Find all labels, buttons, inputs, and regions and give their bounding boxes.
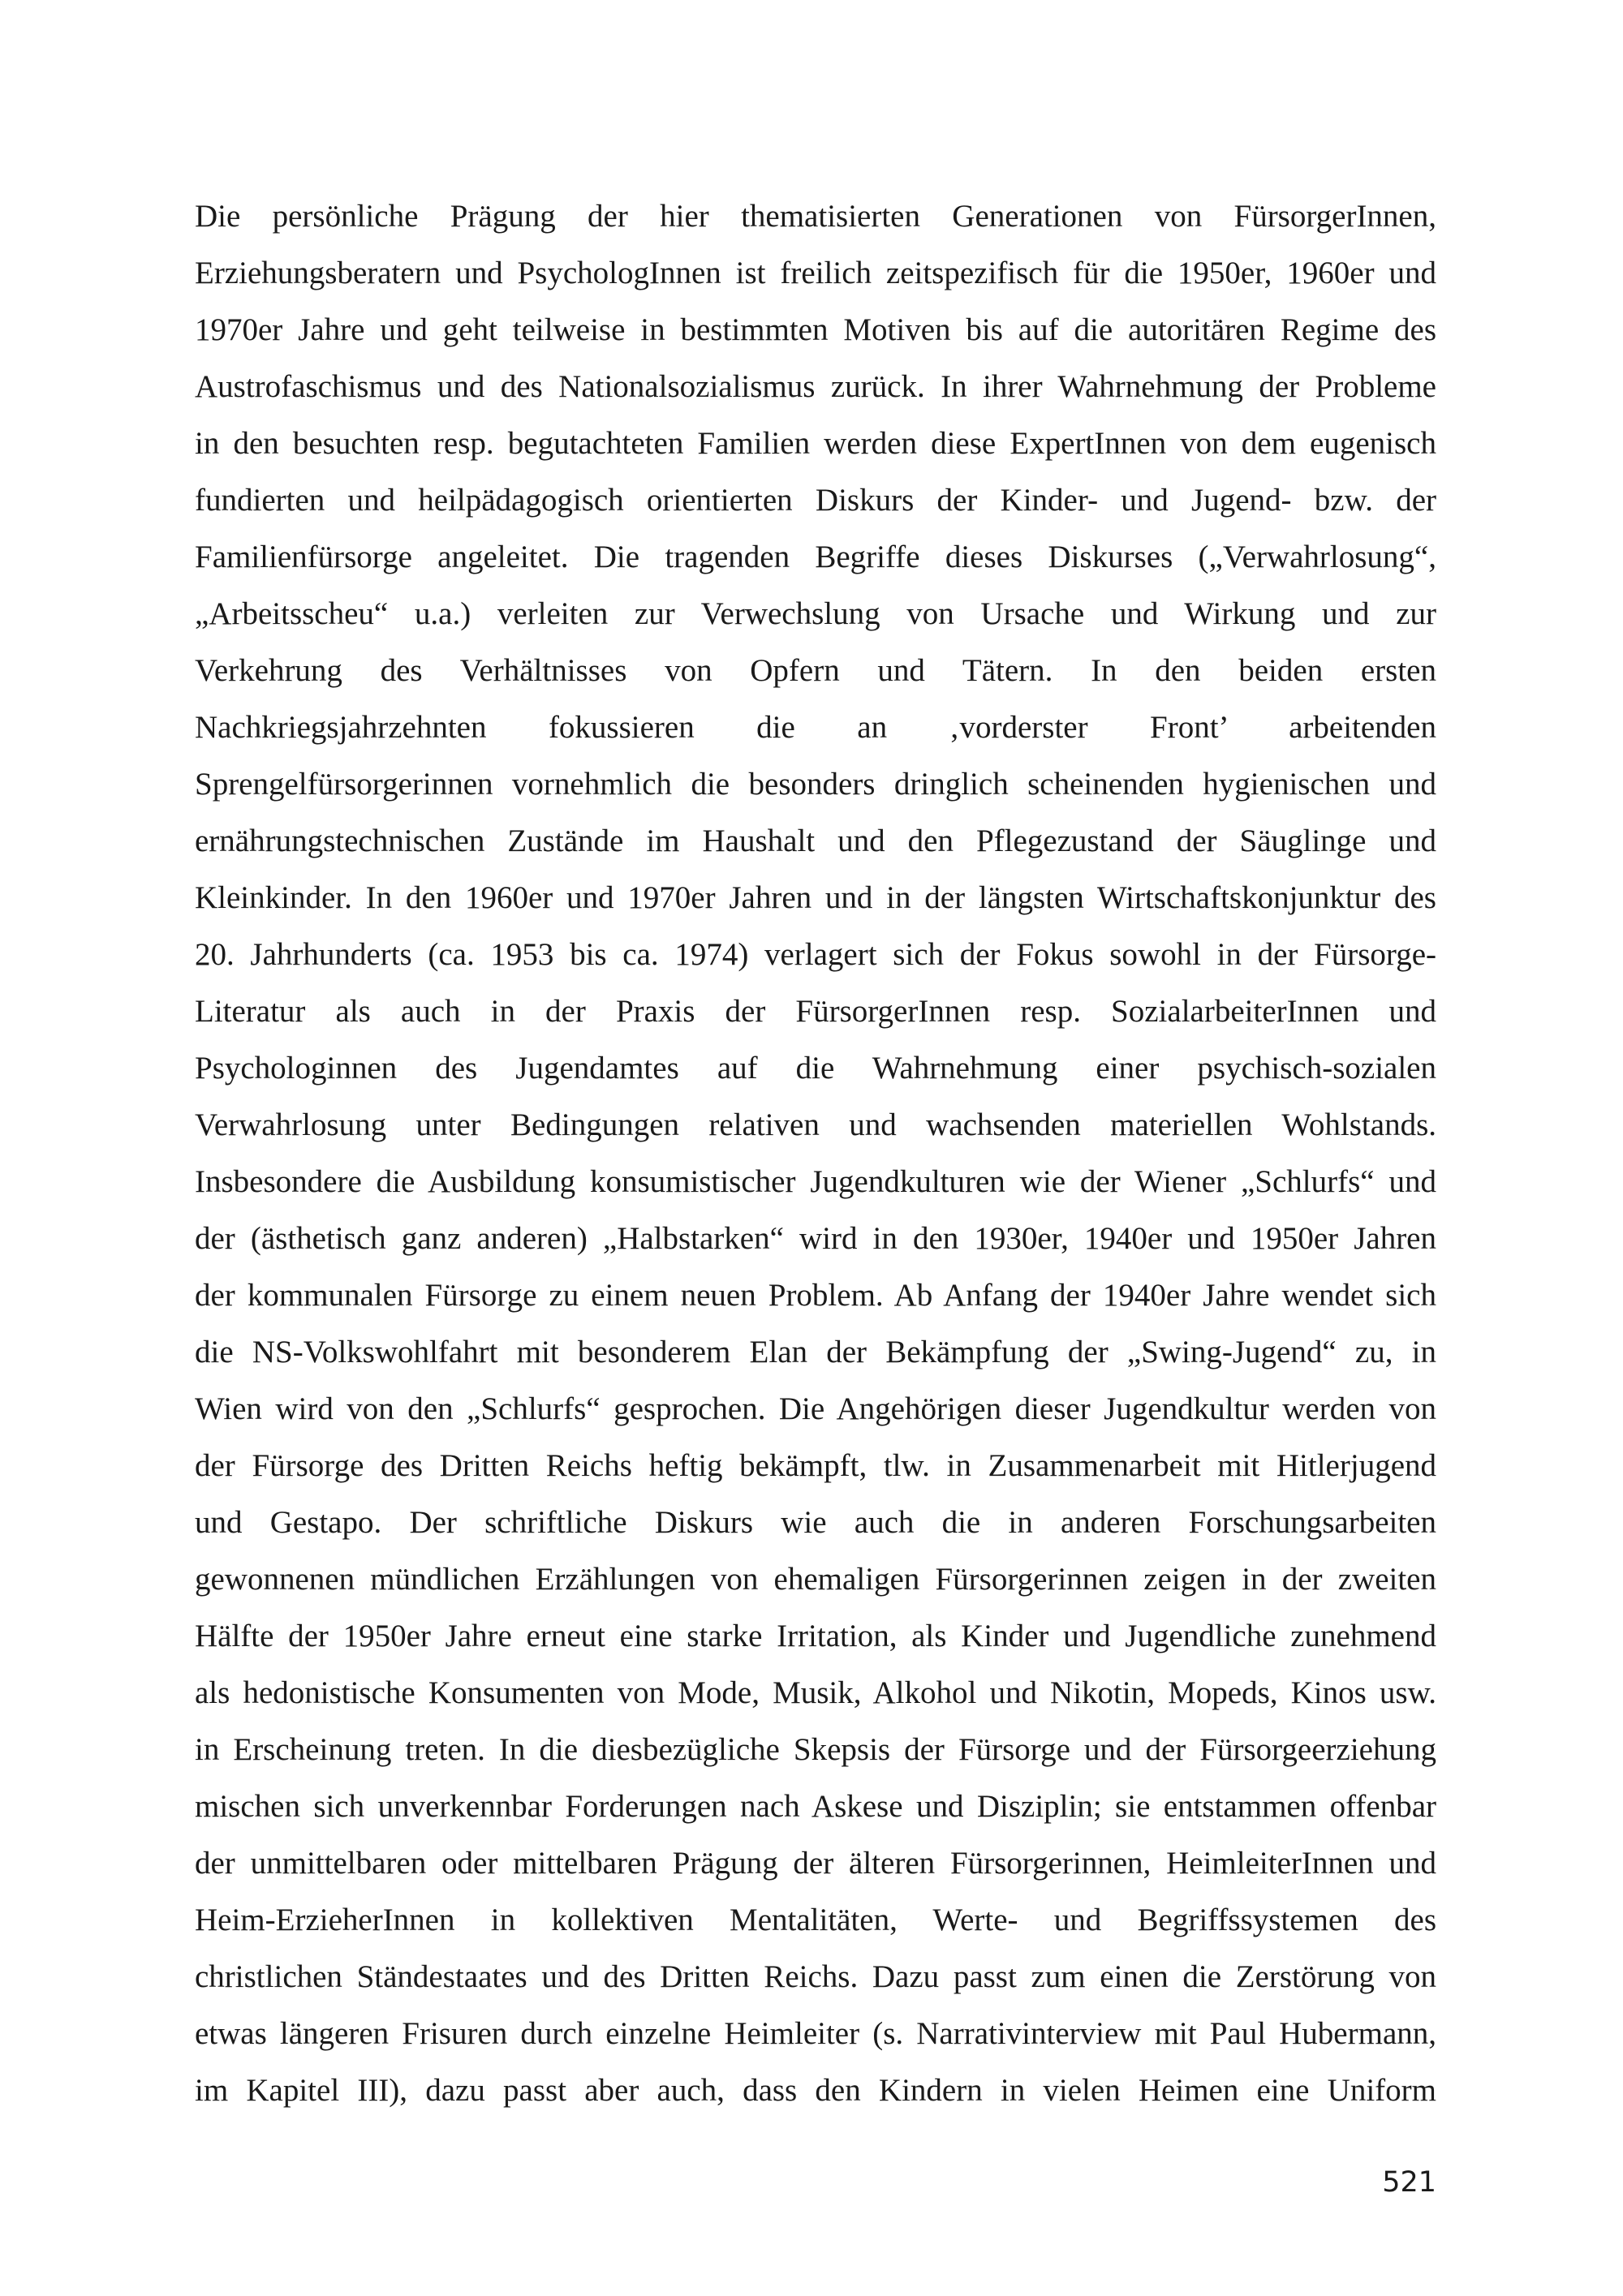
text-line: Wien wird von den „Schlurfs“ gesprochen. Die Angehörigen dieser Jugendkultur werden von [195,1391,1436,1426]
text-line: Familienfürsorge angeleitet. Die tragenden Begriffe dieses Diskurses („Verwahrlosung“, [195,540,1436,574]
text-line: die NS-Volkswohlfahrt mit besonderem Elan der Bekämpfung der „Swing-Jugend“ zu, in [195,1335,1436,1369]
text-line: Nachkriegsjahrzehnten fokussieren die an ‚vorderster Front’ arbeitenden [195,710,1436,745]
text-line: ernährungstechnischen Zustände im Haushalt und den Pflegezustand der Säuglinge und [195,823,1436,858]
text-line: christlichen Ständestaates und des Dritten Reichs. Dazu passt zum einen die Zerstörung von [195,1959,1436,1994]
text-line: Psychologinnen des Jugendamtes auf die Wahrnehmung einer psychisch-sozialen [195,1051,1436,1086]
text-line: Verkehrung des Verhältnisses von Opfern und Tätern. In den beiden ersten [195,653,1436,688]
text-line: Insbesondere die Ausbildung konsumistischer Jugendkulturen wie der Wiener „Schlurfs“ und [195,1164,1436,1199]
text-line: 1970er Jahre und geht teilweise in bestimmten Motiven bis auf die autoritären Regime des [195,312,1436,347]
text-line: Erziehungsberatern und PsychologInnen ist freilich zeitspezifisch für die 1950er, 1960er und [195,256,1436,290]
text-line: gewonnenen mündlichen Erzählungen von ehemaligen Fürsorgerinnen zeigen in der zweiten [195,1562,1436,1597]
text-line: Sprengelfürsorgerinnen vornehmlich die besonders dringlich scheinenden hygienischen und [195,767,1436,802]
text-line: 20. Jahrhunderts (ca. 1953 bis ca. 1974) verlagert sich der Fokus sowohl in der Fürsorge- [195,937,1436,972]
text-line: der unmittelbaren oder mittelbaren Prägung der älteren Fürsorgerinnen, HeimleiterInnen und [195,1846,1436,1881]
text-line: und Gestapo. Der schriftliche Diskurs wie auch die in anderen Forschungsarbeiten [195,1505,1436,1540]
text-line: Hälfte der 1950er Jahre erneut eine starke Irritation, als Kinder und Jugendliche zunehmend [195,1619,1436,1653]
text-line: der (ästhetisch ganz anderen) „Halbstarken“ wird in den 1930er, 1940er und 1950er Jahren [195,1221,1436,1256]
text-line: „Arbeitsscheu“ u.a.) verleiten zur Verwechslung von Ursache und Wirkung und zur [195,596,1436,631]
text-line: als hedonistische Konsumenten von Mode, Musik, Alkohol und Nikotin, Mopeds, Kinos usw. [195,1675,1436,1710]
text-line: im Kapitel III), dazu passt aber auch, dass den Kindern in vielen Heimen eine Uniform [195,2073,1436,2108]
text-line: Literatur als auch in der Praxis der FürsorgerInnen resp. SozialarbeiterInnen und [195,994,1436,1029]
text-line: in den besuchten resp. begutachteten Familien werden diese ExpertInnen von dem eugenisch [195,426,1436,461]
text-line: mischen sich unverkennbar Forderungen nach Askese und Disziplin; sie entstammen offenbar [195,1789,1436,1824]
body-paragraph [195,188,1436,2119]
text-line: fundierten und heilpädagogisch orientierten Diskurs der Kinder- und Jugend- bzw. der [195,483,1436,518]
text-line: Heim-ErzieherInnen in kollektiven Mentalitäten, Werte- und Begriffssystemen des [195,1903,1436,1937]
text-line: der kommunalen Fürsorge zu einem neuen Problem. Ab Anfang der 1940er Jahre wendet sich [195,1278,1436,1313]
text-line: der Fürsorge des Dritten Reichs heftig bekämpft, tlw. in Zusammenarbeit mit Hitlerjugend [195,1448,1436,1483]
text-line: etwas längeren Frisuren durch einzelne Heimleiter (s. Narrativinterview mit Paul Hubermann, [195,2016,1436,2051]
text-line: in Erscheinung treten. In die diesbezügliche Skepsis der Fürsorge und der Fürsorgeerziehung [195,1732,1436,1767]
text-line: Kleinkinder. In den 1960er und 1970er Jahren und in der längsten Wirtschaftskonjunktur des [195,880,1436,915]
text-line: Austrofaschismus und des Nationalsozialismus zurück. In ihrer Wahrnehmung der Probleme [195,369,1436,404]
text-line: Die persönliche Prägung der hier thematisierten Generationen von FürsorgerInnen, [195,199,1436,234]
text-line: Verwahrlosung unter Bedingungen relativen und wachsenden materiellen Wohlstands. [195,1107,1436,1142]
page-number: 521 [1382,2166,1436,2199]
